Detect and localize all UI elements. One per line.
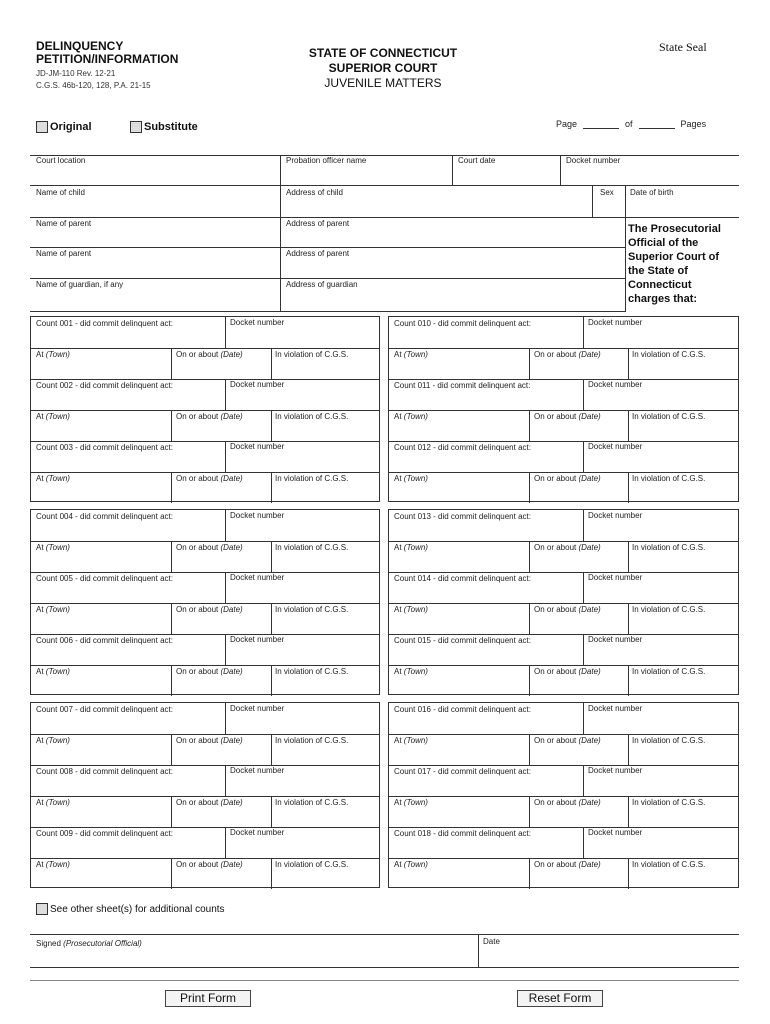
count-label: Count 010 - did commit delinquent act: [394, 319, 531, 328]
court-location-label: Court location [36, 156, 86, 165]
substitute-label: Substitute [144, 121, 198, 133]
pages-total-input[interactable] [639, 119, 675, 129]
count-date-label: On or about (Date) [534, 543, 601, 552]
see-other-label: See other sheet(s) for additional counts [50, 903, 225, 915]
parent2-name-label: Name of parent [36, 249, 92, 258]
page-input[interactable] [583, 119, 619, 129]
child-address-label: Address of child [286, 188, 343, 197]
count-docket-label: Docket number [230, 828, 285, 837]
count-town-label: At (Town) [36, 412, 70, 421]
count-date-label: On or about (Date) [534, 667, 601, 676]
count-docket-label: Docket number [588, 380, 643, 389]
count-docket-label: Docket number [230, 442, 285, 451]
count-town-label: At (Town) [394, 474, 428, 483]
docket-number-label: Docket number [566, 156, 621, 165]
court-division: JUVENILE MATTERS [324, 76, 442, 90]
charges-statement: The Prosecutorial Official of the Superior Court of the State of Connecticut charges that: [628, 223, 721, 305]
form-title-line1: DELINQUENCY [36, 39, 124, 53]
count-group [30, 702, 380, 888]
count-date-label: On or about (Date) [534, 798, 601, 807]
parent2-address-label: Address of parent [286, 249, 350, 258]
count-docket-label: Docket number [588, 766, 643, 775]
count-town-label: At (Town) [36, 667, 70, 676]
count-date-label: On or about (Date) [176, 474, 243, 483]
form-number: JD-JM-110 Rev. 12-21 [36, 69, 116, 78]
count-label: Count 015 - did commit delinquent act: [394, 636, 531, 645]
count-group [30, 316, 380, 502]
see-other-option[interactable] [36, 903, 225, 915]
count-town-label: At (Town) [36, 860, 70, 869]
count-violation-label: In violation of C.G.S. [275, 474, 349, 483]
footer-divider [30, 980, 739, 981]
court-heading [283, 46, 483, 91]
count-violation-label: In violation of C.G.S. [632, 860, 706, 869]
count-label: Count 006 - did commit delinquent act: [36, 636, 173, 645]
count-violation-label: In violation of C.G.S. [275, 798, 349, 807]
count-violation-label: In violation of C.G.S. [275, 412, 349, 421]
count-violation-label: In violation of C.G.S. [275, 543, 349, 552]
count-violation-label: In violation of C.G.S. [632, 474, 706, 483]
count-label: Count 005 - did commit delinquent act: [36, 574, 173, 583]
count-date-label: On or about (Date) [534, 736, 601, 745]
original-option[interactable] [36, 121, 92, 133]
count-violation-label: In violation of C.G.S. [632, 350, 706, 359]
page-count [556, 119, 706, 129]
dob-label: Date of birth [630, 188, 674, 197]
case-info-table [30, 155, 739, 312]
count-town-label: At (Town) [36, 736, 70, 745]
count-date-label: On or about (Date) [176, 605, 243, 614]
probation-officer-label: Probation officer name [286, 156, 367, 165]
count-label: Count 017 - did commit delinquent act: [394, 767, 531, 776]
count-docket-label: Docket number [588, 573, 643, 582]
count-label: Count 016 - did commit delinquent act: [394, 705, 531, 714]
signed-text: Signed [36, 939, 61, 948]
count-group [388, 316, 739, 502]
count-label: Count 003 - did commit delinquent act: [36, 443, 173, 452]
count-violation-label: In violation of C.G.S. [632, 667, 706, 676]
count-date-label: On or about (Date) [534, 860, 601, 869]
signed-italic: (Prosecutorial Official) [63, 939, 142, 948]
count-label: Count 018 - did commit delinquent act: [394, 829, 531, 838]
count-docket-label: Docket number [230, 635, 285, 644]
count-town-label: At (Town) [394, 543, 428, 552]
count-violation-label: In violation of C.G.S. [632, 605, 706, 614]
count-label: Count 004 - did commit delinquent act: [36, 512, 173, 521]
parent1-name-label: Name of parent [36, 219, 92, 228]
child-name-label: Name of child [36, 188, 85, 197]
count-violation-label: In violation of C.G.S. [632, 798, 706, 807]
count-town-label: At (Town) [36, 350, 70, 359]
count-docket-label: Docket number [588, 442, 643, 451]
form-identifiers [36, 68, 151, 92]
count-label: Count 002 - did commit delinquent act: [36, 381, 173, 390]
original-checkbox[interactable] [36, 121, 48, 133]
count-group [388, 509, 739, 695]
count-docket-label: Docket number [230, 704, 285, 713]
count-town-label: At (Town) [36, 474, 70, 483]
count-town-label: At (Town) [36, 543, 70, 552]
count-violation-label: In violation of C.G.S. [275, 860, 349, 869]
count-docket-label: Docket number [230, 511, 285, 520]
statutes: C.G.S. 46b-120, 128, P.A. 21-15 [36, 81, 151, 90]
count-town-label: At (Town) [394, 736, 428, 745]
count-date-label: On or about (Date) [176, 798, 243, 807]
parent1-address-label: Address of parent [286, 219, 350, 228]
count-date-label: On or about (Date) [534, 350, 601, 359]
count-date-label: On or about (Date) [176, 736, 243, 745]
count-label: Count 013 - did commit delinquent act: [394, 512, 531, 521]
reset-form-button[interactable]: Reset Form [517, 990, 603, 1007]
count-town-label: At (Town) [394, 798, 428, 807]
count-town-label: At (Town) [36, 605, 70, 614]
count-group [30, 509, 380, 695]
state-seal: State Seal [659, 40, 707, 54]
count-violation-label: In violation of C.G.S. [275, 736, 349, 745]
count-date-label: On or about (Date) [176, 667, 243, 676]
substitute-checkbox[interactable] [130, 121, 142, 133]
count-docket-label: Docket number [230, 318, 285, 327]
count-docket-label: Docket number [588, 511, 643, 520]
count-docket-label: Docket number [230, 573, 285, 582]
count-violation-label: In violation of C.G.S. [632, 736, 706, 745]
sex-label: Sex [600, 188, 614, 197]
date-label: Date [483, 937, 500, 946]
original-label: Original [50, 121, 92, 133]
count-label: Count 009 - did commit delinquent act: [36, 829, 173, 838]
pages-label: Pages [680, 119, 707, 129]
count-date-label: On or about (Date) [176, 860, 243, 869]
count-docket-label: Docket number [230, 766, 285, 775]
count-docket-label: Docket number [588, 318, 643, 327]
see-other-checkbox[interactable] [36, 903, 48, 915]
count-date-label: On or about (Date) [176, 350, 243, 359]
count-violation-label: In violation of C.G.S. [275, 350, 349, 359]
substitute-option[interactable] [130, 121, 198, 133]
court-name: SUPERIOR COURT [328, 61, 438, 75]
guardian-address-label: Address of guardian [286, 280, 358, 289]
count-docket-label: Docket number [230, 380, 285, 389]
count-violation-label: In violation of C.G.S. [275, 605, 349, 614]
print-form-button[interactable]: Print Form [165, 990, 251, 1007]
count-violation-label: In violation of C.G.S. [632, 412, 706, 421]
count-town-label: At (Town) [394, 860, 428, 869]
count-date-label: On or about (Date) [534, 605, 601, 614]
count-town-label: At (Town) [36, 798, 70, 807]
court-date-label: Court date [458, 156, 496, 165]
count-town-label: At (Town) [394, 350, 428, 359]
page-label: Page [556, 119, 578, 129]
count-town-label: At (Town) [394, 412, 428, 421]
count-label: Count 011 - did commit delinquent act: [394, 381, 531, 390]
count-violation-label: In violation of C.G.S. [275, 667, 349, 676]
count-docket-label: Docket number [588, 635, 643, 644]
count-date-label: On or about (Date) [534, 412, 601, 421]
of-label: of [625, 119, 633, 129]
count-town-label: At (Town) [394, 605, 428, 614]
form-title [36, 40, 236, 66]
count-label: Count 012 - did commit delinquent act: [394, 443, 531, 452]
guardian-name-label: Name of guardian, if any [36, 280, 124, 289]
count-docket-label: Docket number [588, 828, 643, 837]
signed-label [36, 939, 142, 948]
count-label: Count 007 - did commit delinquent act: [36, 705, 173, 714]
form-title-line2: PETITION/INFORMATION [36, 52, 179, 66]
count-docket-label: Docket number [588, 704, 643, 713]
count-date-label: On or about (Date) [176, 412, 243, 421]
court-state: STATE OF CONNECTICUT [308, 46, 458, 60]
count-label: Count 008 - did commit delinquent act: [36, 767, 173, 776]
count-town-label: At (Town) [394, 667, 428, 676]
count-date-label: On or about (Date) [176, 543, 243, 552]
count-label: Count 014 - did commit delinquent act: [394, 574, 531, 583]
count-violation-label: In violation of C.G.S. [632, 543, 706, 552]
count-date-label: On or about (Date) [534, 474, 601, 483]
count-label: Count 001 - did commit delinquent act: [36, 319, 173, 328]
count-group [388, 702, 739, 888]
signature-row [30, 934, 739, 968]
